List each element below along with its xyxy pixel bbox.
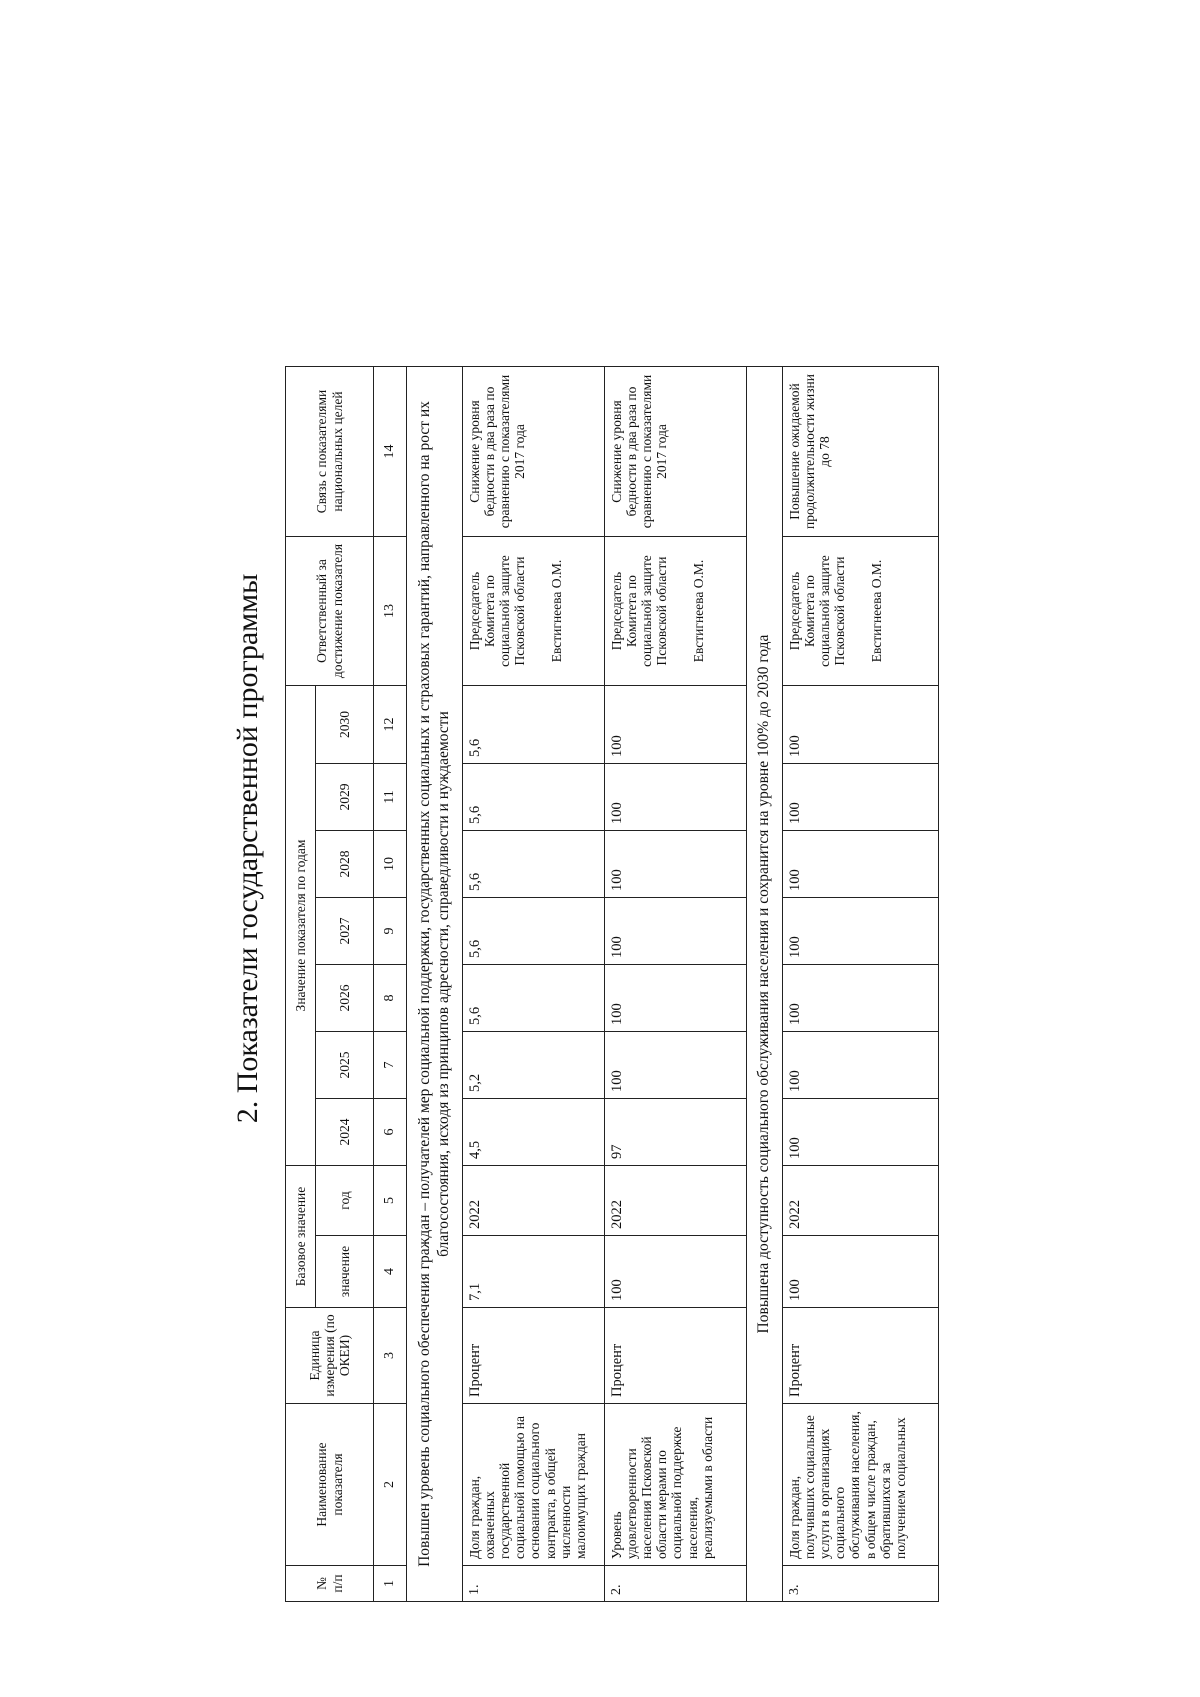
year-value: 5,6: [463, 965, 605, 1032]
header-year: 2026: [316, 965, 374, 1032]
column-numbers-row: [374, 367, 407, 1602]
section-title: Повышен уровень социального обеспечения граждан – получателей мер социальной поддержки, государственных социальных и страховых гарантий, направленного на рост их благосостояния, исходя из принципов адресности, справедливости и нуждаемости: [407, 367, 463, 1602]
column-number: 7: [374, 1032, 407, 1099]
section-title: Повышена доступность социального обслуживания населения и сохранится на уровне 100% до 2030 года: [747, 367, 783, 1602]
base-value: 100: [783, 1236, 939, 1308]
responsible-position: Председатель Комитета по социальной защите Псковской области: [609, 555, 670, 667]
year-value: 97: [605, 1099, 747, 1166]
indicators-table: [285, 366, 939, 1602]
column-number: 13: [374, 537, 407, 686]
section-row: [407, 367, 463, 1602]
table-row: [463, 367, 605, 1602]
column-number: 4: [374, 1236, 407, 1308]
column-number: 3: [374, 1308, 407, 1404]
year-value: 100: [605, 898, 747, 965]
header-name: Наименование показателя: [286, 1404, 374, 1566]
year-value: 100: [783, 764, 939, 831]
header-base-value: значение: [316, 1236, 374, 1308]
year-value: 100: [783, 686, 939, 764]
year-value: 5,6: [463, 686, 605, 764]
column-number: 2: [374, 1404, 407, 1566]
column-number: 10: [374, 831, 407, 898]
header-year: 2028: [316, 831, 374, 898]
year-value: 100: [605, 831, 747, 898]
year-value: 4,5: [463, 1099, 605, 1166]
header-year: 2027: [316, 898, 374, 965]
year-value: 5,6: [463, 764, 605, 831]
header-responsible: Ответственный за достижение показателя: [286, 537, 374, 686]
header-base-year: год: [316, 1166, 374, 1236]
header-unit: Единица измерения (по ОКЕИ): [286, 1308, 374, 1404]
year-value: 100: [605, 764, 747, 831]
national-goal-link: Повышение ожидаемой продолжительности жизни до 78: [783, 367, 939, 537]
header-row-1: [286, 367, 316, 1602]
row-number: 2.: [605, 1566, 747, 1602]
year-value: 100: [783, 898, 939, 965]
header-num: № п/п: [286, 1566, 374, 1602]
table-row: [605, 367, 747, 1602]
column-number: 8: [374, 965, 407, 1032]
column-number: 14: [374, 367, 407, 537]
indicator-name: Уровень удовлетворенности населения Псковской области мерами по социальной поддержке населения, реализуемыми в области: [605, 1404, 747, 1566]
national-goal-link: Снижение уровня бедности в два раза по сравнению с показателями 2017 года: [463, 367, 605, 537]
year-value: 100: [605, 965, 747, 1032]
indicator-name: Доля граждан, получивших социальные услуги в организациях социального обслуживания населения, в общем числе граждан, обратившихся за получением социальных: [783, 1404, 939, 1566]
unit-cell: Процент: [463, 1308, 605, 1404]
header-by-years: Значение показателя по годам: [286, 686, 316, 1166]
national-goal-link: Снижение уровня бедности в два раза по сравнению с показателями 2017 года: [605, 367, 747, 537]
year-value: 100: [783, 831, 939, 898]
year-value: 5,6: [463, 831, 605, 898]
responsible-cell: [463, 537, 605, 686]
year-value: 100: [783, 1099, 939, 1166]
year-value: 100: [783, 1032, 939, 1099]
unit-cell: Процент: [605, 1308, 747, 1404]
responsible-position: Председатель Комитета по социальной защите Псковской области: [467, 555, 528, 667]
page-title: 2. Показатели государственной программы: [231, 573, 264, 1124]
header-year: 2024: [316, 1099, 374, 1166]
year-value: 100: [783, 965, 939, 1032]
header-base: Базовое значение: [286, 1166, 316, 1308]
column-number: 6: [374, 1099, 407, 1166]
responsible-position: Председатель Комитета по социальной защите Псковской области: [787, 555, 848, 667]
responsible-person: Евстигнеева О.М.: [549, 559, 565, 663]
indicator-name: Доля граждан, охваченных государственной социальной помощью на основании социального контракта, в общей численности малоимущих граждан: [463, 1404, 605, 1566]
year-value: 100: [605, 1032, 747, 1099]
year-value: 100: [605, 686, 747, 764]
unit-cell: Процент: [783, 1308, 939, 1404]
base-year: 2022: [463, 1166, 605, 1236]
base-year: 2022: [605, 1166, 747, 1236]
responsible-cell: [783, 537, 939, 686]
year-value: 5,2: [463, 1032, 605, 1099]
header-link: Связь с показателями национальных целей: [286, 367, 374, 537]
column-number: 1: [374, 1566, 407, 1602]
column-number: 5: [374, 1166, 407, 1236]
responsible-person: Евстигнеева О.М.: [869, 559, 885, 663]
column-number: 12: [374, 686, 407, 764]
responsible-cell: [605, 537, 747, 686]
column-number: 9: [374, 898, 407, 965]
row-number: 3.: [783, 1566, 939, 1602]
table-row: [783, 367, 939, 1602]
base-value: 7,1: [463, 1236, 605, 1308]
base-value: 100: [605, 1236, 747, 1308]
header-year: 2030: [316, 686, 374, 764]
year-value: 5,6: [463, 898, 605, 965]
header-year: 2029: [316, 764, 374, 831]
responsible-person: Евстигнеева О.М.: [691, 559, 707, 663]
column-number: 11: [374, 764, 407, 831]
header-year: 2025: [316, 1032, 374, 1099]
row-number: 1.: [463, 1566, 605, 1602]
base-year: 2022: [783, 1166, 939, 1236]
section-row: [747, 367, 783, 1602]
